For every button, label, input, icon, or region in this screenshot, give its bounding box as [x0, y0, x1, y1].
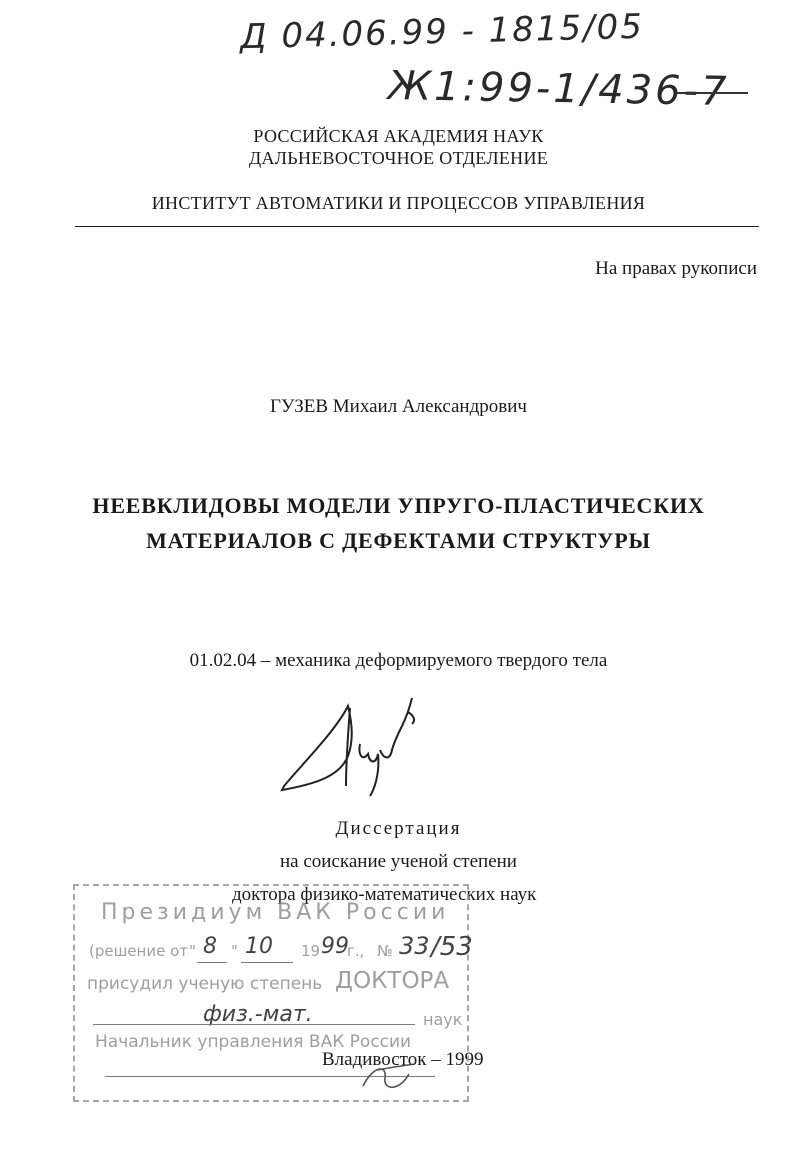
stamp-degree-word: ДОКТОРА — [335, 968, 450, 994]
stamp-day-line — [197, 962, 227, 963]
stamp-field-handwritten: физ.-мат. — [203, 1002, 313, 1027]
vak-stamp — [73, 884, 473, 1102]
stamp-month-line — [241, 962, 293, 963]
stamp-quote-open: " — [189, 942, 196, 960]
branch-name: ДАЛЬНЕВОСТОЧНОЕ ОТДЕЛЕНИЕ — [248, 148, 549, 168]
stamp-decision-prefix: (решение от — [89, 942, 189, 960]
specialty-code: 01.02.04 – механика деформируемого твердого тела — [189, 650, 608, 671]
header-divider — [75, 226, 759, 227]
dissertation-degree: доктора физико-математических наук — [232, 884, 537, 905]
stamp-year-suffix: 99 — [321, 934, 349, 959]
handwritten-registration: Д 04.06.99 - 1815/05 — [239, 6, 645, 58]
dissertation-purpose: на соискание ученой степени — [280, 851, 517, 872]
author-name: ГУЗЕВ Михаил Александрович — [270, 396, 527, 417]
stamp-number-prefix: № — [377, 942, 393, 960]
archive-code-underline — [676, 92, 748, 94]
stamp-head: Начальник управления ВАК России — [95, 1032, 412, 1052]
stamp-year-prefix: 19 — [301, 942, 321, 960]
stamp-number: 33 — [399, 932, 430, 960]
stamp-quote-close: " — [231, 942, 238, 960]
academy-name: РОССИЙСКАЯ АКАДЕМИЯ НАУК — [253, 126, 544, 146]
handwritten-archive-code: Ж1:99-1/436-7 — [387, 63, 730, 115]
title-line-1: НЕЕВКЛИДОВЫ МОДЕЛИ УПРУГО-ПЛАСТИЧЕСКИХ — [92, 493, 705, 518]
dissertation-label: Диссертация — [335, 818, 462, 839]
stamp-signature-icon — [359, 1056, 419, 1096]
rights-note: На правах рукописи — [595, 258, 757, 279]
city-year: Владивосток – 1999 — [322, 1049, 484, 1070]
stamp-awarded: присудил ученую степень — [87, 974, 323, 994]
stamp-org: Президиум ВАК России — [101, 900, 450, 925]
stamp-month: 10 — [245, 934, 273, 959]
stamp-day: 8 — [203, 934, 217, 959]
title-line-2: МАТЕРИАЛОВ С ДЕФЕКТАМИ СТРУКТУРЫ — [146, 528, 651, 553]
institute-name: ИНСТИТУТ АВТОМАТИКИ И ПРОЦЕССОВ УПРАВЛЕНИЯ — [151, 193, 646, 213]
stamp-number-suffix: /53 — [431, 932, 473, 962]
stamp-field-line — [93, 1024, 415, 1025]
author-signature-icon — [276, 694, 426, 798]
stamp-field-suffix: наук — [423, 1010, 463, 1029]
stamp-year-unit: г., — [347, 942, 365, 960]
